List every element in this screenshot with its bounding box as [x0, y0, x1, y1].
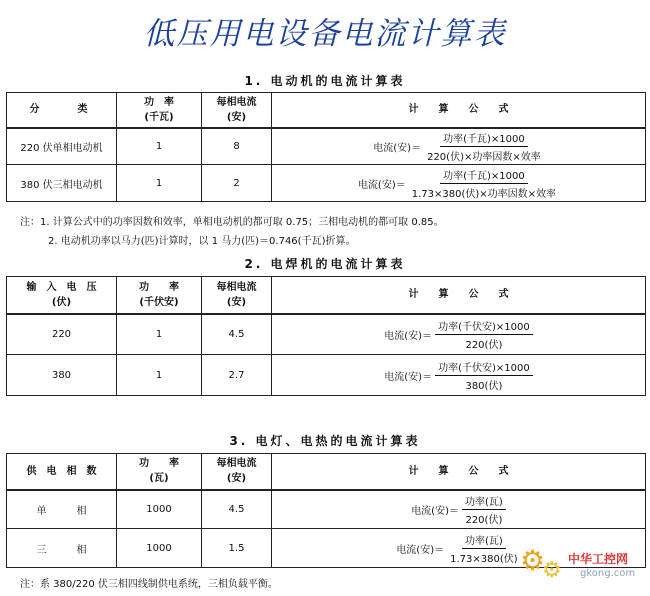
gear-icon: ⚙: [542, 558, 562, 583]
watermark-logo: [520, 540, 645, 592]
header-power: 功 率 (千瓦): [117, 93, 202, 128]
table-row: [7, 128, 646, 165]
section3-note: 注：系 380/220 伏三相四线制供电系统，三相负载平衡。: [20, 579, 278, 590]
cell-formula: [272, 165, 646, 202]
header-formula: 计 算 公 式: [272, 454, 646, 490]
table-header-row: [7, 277, 646, 314]
cell-formula: [272, 355, 646, 396]
header-phases: 供 电 相 数: [7, 454, 117, 490]
motor-current-table: [6, 92, 646, 202]
page-title: 低压用电设备电流计算表: [143, 16, 507, 52]
table-row: [7, 490, 646, 529]
formula-denominator: 1.73×380(伏)×功率因数×效率: [411, 188, 557, 200]
formula-numerator: 功率(千瓦)×1000: [440, 130, 528, 147]
formula-denominator: 220(伏): [465, 339, 503, 351]
cell-current: 4.5: [202, 314, 272, 355]
cell-current: 4.5: [202, 490, 272, 529]
table-header-row: [7, 93, 646, 128]
formula-denominator: 380(伏): [465, 380, 503, 392]
cell-power: 1: [117, 165, 202, 202]
section1-note-1: 注：1. 计算公式中的功率因数和效率，单相电动机的都可取 0.75；三相电动机的都可取 0.85。: [20, 217, 444, 228]
watermark-site: gkong.com: [580, 568, 636, 579]
cell-current: 2: [202, 165, 272, 202]
formula-lhs: 电流(安)＝: [373, 142, 422, 154]
header-power: 功 率 (千伏安): [117, 277, 202, 314]
formula-numerator: 功率(千伏安)×1000: [435, 318, 533, 335]
cell-phases: 三 相: [7, 529, 117, 568]
cell-phases: 单 相: [7, 490, 117, 529]
table-row: [7, 314, 646, 355]
header-formula: 计 算 公 式: [272, 277, 646, 314]
cell-category: 380 伏三相电动机: [7, 165, 117, 202]
gear-icon: ⚙: [520, 544, 546, 577]
watermark-brand: 中华工控网: [568, 552, 629, 566]
table-row: [7, 355, 646, 396]
section3-title: 3. 电灯、电热的电流计算表: [229, 434, 421, 448]
formula-lhs: 电流(安)＝: [396, 544, 445, 556]
header-current: 每相电流 (安): [202, 454, 272, 490]
formula-fraction: [435, 318, 533, 351]
formula-numerator: 功率(瓦): [462, 532, 506, 549]
formula-lhs: 电流(安)＝: [384, 330, 433, 342]
formula-numerator: 功率(千伏安)×1000: [435, 359, 533, 376]
cell-power: 1: [117, 355, 202, 396]
section1-title: 1. 电动机的电流计算表: [244, 74, 406, 88]
formula-fraction: [447, 532, 521, 565]
formula-fraction: [435, 359, 533, 392]
formula-fraction: [424, 130, 544, 163]
table-row: [7, 165, 646, 202]
cell-power: 1000: [117, 490, 202, 529]
cell-category: 220 伏单相电动机: [7, 128, 117, 165]
formula-numerator: 功率(瓦): [462, 493, 506, 510]
cell-power: 1000: [117, 529, 202, 568]
header-voltage: 输 入 电 压 (伏): [7, 277, 117, 314]
welder-current-table: [6, 276, 646, 396]
table-header-row: [7, 454, 646, 490]
formula-fraction: [409, 167, 559, 200]
cell-current: 2.7: [202, 355, 272, 396]
header-power: 功 率 (瓦): [117, 454, 202, 490]
header-formula: 计 算 公 式: [272, 93, 646, 128]
formula-numerator: 功率(千瓦)×1000: [440, 167, 528, 184]
formula-denominator: 220(伏)×功率因数×效率: [427, 151, 541, 163]
cell-power: 1: [117, 128, 202, 165]
cell-voltage: 380: [7, 355, 117, 396]
formula-denominator: 1.73×380(伏): [450, 553, 518, 565]
formula-lhs: 电流(安)＝: [411, 505, 459, 517]
section2-title: 2. 电焊机的电流计算表: [244, 257, 406, 271]
formula-fraction: [462, 493, 506, 526]
formula-lhs: 电流(安)＝: [357, 179, 406, 191]
formula-lhs: 电流(安)＝: [384, 371, 433, 383]
cell-current: 8: [202, 128, 272, 165]
formula-denominator: 220(伏): [465, 514, 503, 526]
cell-current: 1.5: [202, 529, 272, 568]
cell-formula: [272, 128, 646, 165]
header-current: 每相电流 (安): [202, 277, 272, 314]
header-current: 每相电流 (安): [202, 93, 272, 128]
cell-formula: [272, 314, 646, 355]
header-category: 分 类: [7, 93, 117, 128]
cell-formula: [272, 490, 646, 529]
cell-voltage: 220: [7, 314, 117, 355]
cell-power: 1: [117, 314, 202, 355]
section1-note-2: 2. 电动机功率以马力(匹)计算时，以 1 马力(匹)＝0.746(千瓦)折算。: [48, 236, 356, 247]
